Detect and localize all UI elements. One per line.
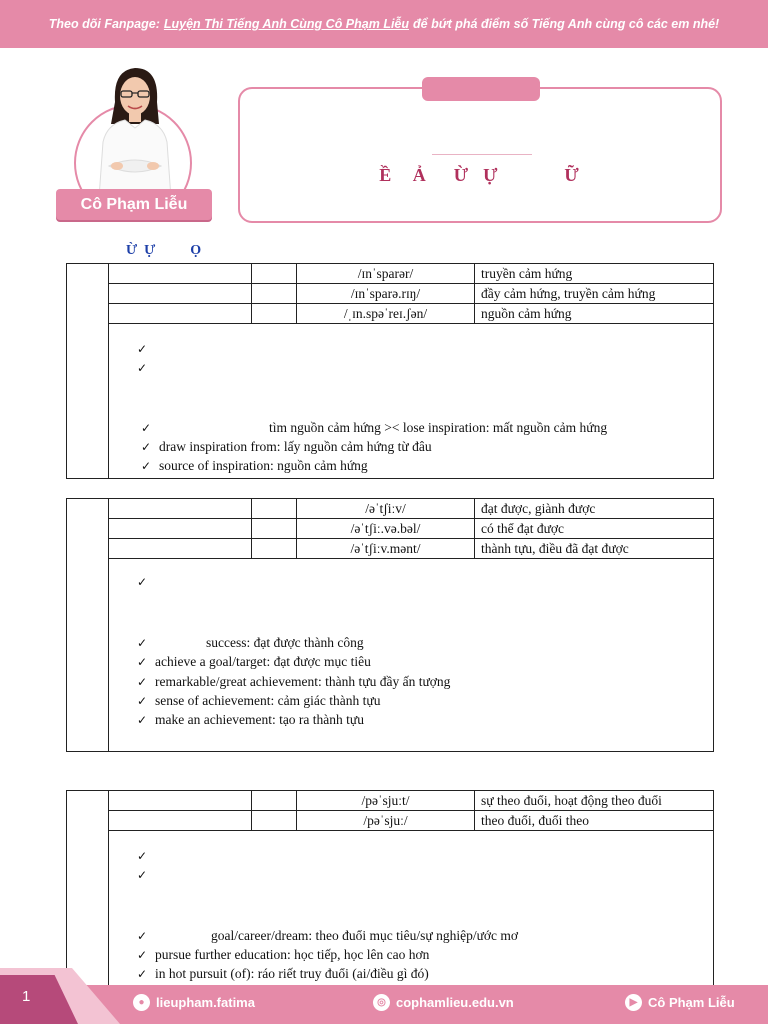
meaning: có thể đạt được bbox=[481, 520, 565, 536]
word-row bbox=[109, 791, 713, 811]
check-icon: ✓ bbox=[137, 675, 148, 689]
ipa: /əˈtʃiː.və.bəl/ bbox=[297, 519, 475, 538]
ipa: /pəˈsjuː/ bbox=[297, 811, 475, 830]
usage-notes bbox=[109, 559, 713, 751]
vocab-number-column bbox=[67, 264, 109, 478]
facebook-handle: lieupham.fatima bbox=[156, 995, 255, 1010]
vocab-block bbox=[66, 263, 714, 479]
check-icon: ✓ bbox=[137, 694, 148, 708]
ipa: /pəˈsjuːt/ bbox=[297, 791, 475, 810]
meaning: thành tựu, điều đã đạt được bbox=[481, 540, 629, 556]
usage-notes bbox=[109, 324, 713, 478]
bullet-item: ✓ pursue further education: học tiếp, học lên cao hơn bbox=[137, 947, 430, 962]
bullet-item bbox=[137, 575, 155, 589]
check-icon: ✓ bbox=[137, 575, 148, 589]
ipa: /əˈtʃiːv/ bbox=[297, 499, 475, 518]
bullet-item: ✓ goal/career/dream: theo đuổi mục tiêu/sự nghiệp/ước mơ bbox=[137, 928, 519, 943]
section-heading: Ừ Ự Ọ bbox=[126, 243, 202, 258]
globe-icon: ◎ bbox=[373, 994, 390, 1011]
check-icon: ✓ bbox=[137, 713, 148, 727]
check-icon: ✓ bbox=[137, 967, 148, 981]
bullet-item: ✓ success: đạt được thành công bbox=[137, 635, 364, 650]
word-row bbox=[109, 499, 713, 519]
page-number: 1 bbox=[22, 988, 31, 1005]
top-banner bbox=[0, 0, 768, 48]
user-icon: ● bbox=[133, 994, 150, 1011]
usage-notes bbox=[109, 831, 713, 985]
check-icon: ✓ bbox=[137, 868, 148, 882]
ipa: /ɪnˈsparər/ bbox=[297, 264, 475, 283]
vocab-block bbox=[66, 498, 714, 752]
check-icon: ✓ bbox=[137, 849, 148, 863]
title-tab bbox=[422, 77, 540, 101]
check-icon: ✓ bbox=[141, 440, 152, 454]
meaning: đạt được, giành được bbox=[481, 500, 596, 516]
bullet-item: ✓ tìm nguồn cảm hứng >< lose inspiration: mất nguồn cảm hứng bbox=[141, 420, 608, 435]
bullet-item: ✓ draw inspiration from: lấy nguồn cảm hứng từ đâu bbox=[141, 439, 432, 454]
word-row bbox=[109, 539, 713, 559]
title-divider bbox=[432, 154, 532, 155]
facebook-link[interactable] bbox=[133, 994, 255, 1011]
banner-prefix: Theo dõi Fanpage: bbox=[48, 17, 160, 31]
check-icon: ✓ bbox=[137, 361, 148, 375]
meaning: theo đuổi, đuổi theo bbox=[481, 812, 589, 828]
fanpage-link[interactable]: Luyện Thi Tiếng Anh Cùng Cô Phạm Liễu bbox=[163, 17, 410, 31]
ipa: /ɪnˈsparə.rɪŋ/ bbox=[297, 284, 475, 303]
ipa: /ˌɪn.spəˈreɪ.ʃən/ bbox=[297, 304, 475, 323]
bullet-item: ✓ make an achievement: tạo ra thành tựu bbox=[137, 712, 364, 727]
check-icon: ✓ bbox=[137, 948, 148, 962]
banner-suffix: để bứt phá điểm số Tiếng Anh cùng cô các em nhé! bbox=[413, 17, 720, 31]
check-icon: ✓ bbox=[137, 655, 148, 669]
bullet-item bbox=[137, 849, 155, 863]
meaning: nguồn cảm hứng bbox=[481, 305, 572, 321]
website-url: cophamlieu.edu.vn bbox=[396, 995, 514, 1010]
check-icon: ✓ bbox=[137, 636, 148, 650]
word-row bbox=[109, 304, 713, 324]
check-icon: ✓ bbox=[137, 929, 148, 943]
word-row bbox=[109, 264, 713, 284]
bullet-item bbox=[137, 361, 155, 375]
bullet-item: ✓ source of inspiration: nguồn cảm hứng bbox=[141, 458, 368, 473]
youtube-channel: Cô Phạm Liễu bbox=[648, 995, 735, 1010]
meaning: đầy cảm hứng, truyền cảm hứng bbox=[481, 285, 656, 301]
check-icon: ✓ bbox=[141, 421, 152, 435]
word-row bbox=[109, 811, 713, 831]
bullet-item bbox=[137, 342, 155, 356]
bullet-item bbox=[137, 868, 155, 882]
youtube-link[interactable] bbox=[625, 994, 735, 1011]
check-icon: ✓ bbox=[141, 459, 152, 473]
website-link[interactable] bbox=[373, 994, 514, 1011]
bullet-item: ✓ remarkable/great achievement: thành tựu đầy ấn tượng bbox=[137, 674, 451, 689]
check-icon: ✓ bbox=[137, 342, 148, 356]
teacher-name-badge: Cô Phạm Liễu bbox=[56, 189, 212, 220]
title-box bbox=[238, 87, 722, 223]
bullet-item: ✓ in hot pursuit (of): ráo riết truy đuổi (ai/điều gì đó) bbox=[137, 966, 429, 981]
word-row bbox=[109, 519, 713, 539]
vocab-block bbox=[66, 790, 714, 986]
vocab-number-column bbox=[67, 499, 109, 751]
word-row bbox=[109, 284, 713, 304]
meaning: sự theo đuổi, hoạt động theo đuổi bbox=[481, 792, 662, 808]
bullet-item: ✓ achieve a goal/target: đạt được mục tiêu bbox=[137, 654, 371, 669]
vocab-number-column bbox=[67, 791, 109, 985]
meaning: truyền cảm hứng bbox=[481, 265, 573, 281]
ipa: /əˈtʃiːv.mənt/ bbox=[297, 539, 475, 558]
teacher-photo bbox=[85, 62, 185, 198]
bullet-item: ✓ sense of achievement: cảm giác thành tựu bbox=[137, 693, 381, 708]
page-title: Ề Ả Ừ Ự Ữ bbox=[379, 165, 581, 185]
youtube-icon: ▶ bbox=[625, 994, 642, 1011]
